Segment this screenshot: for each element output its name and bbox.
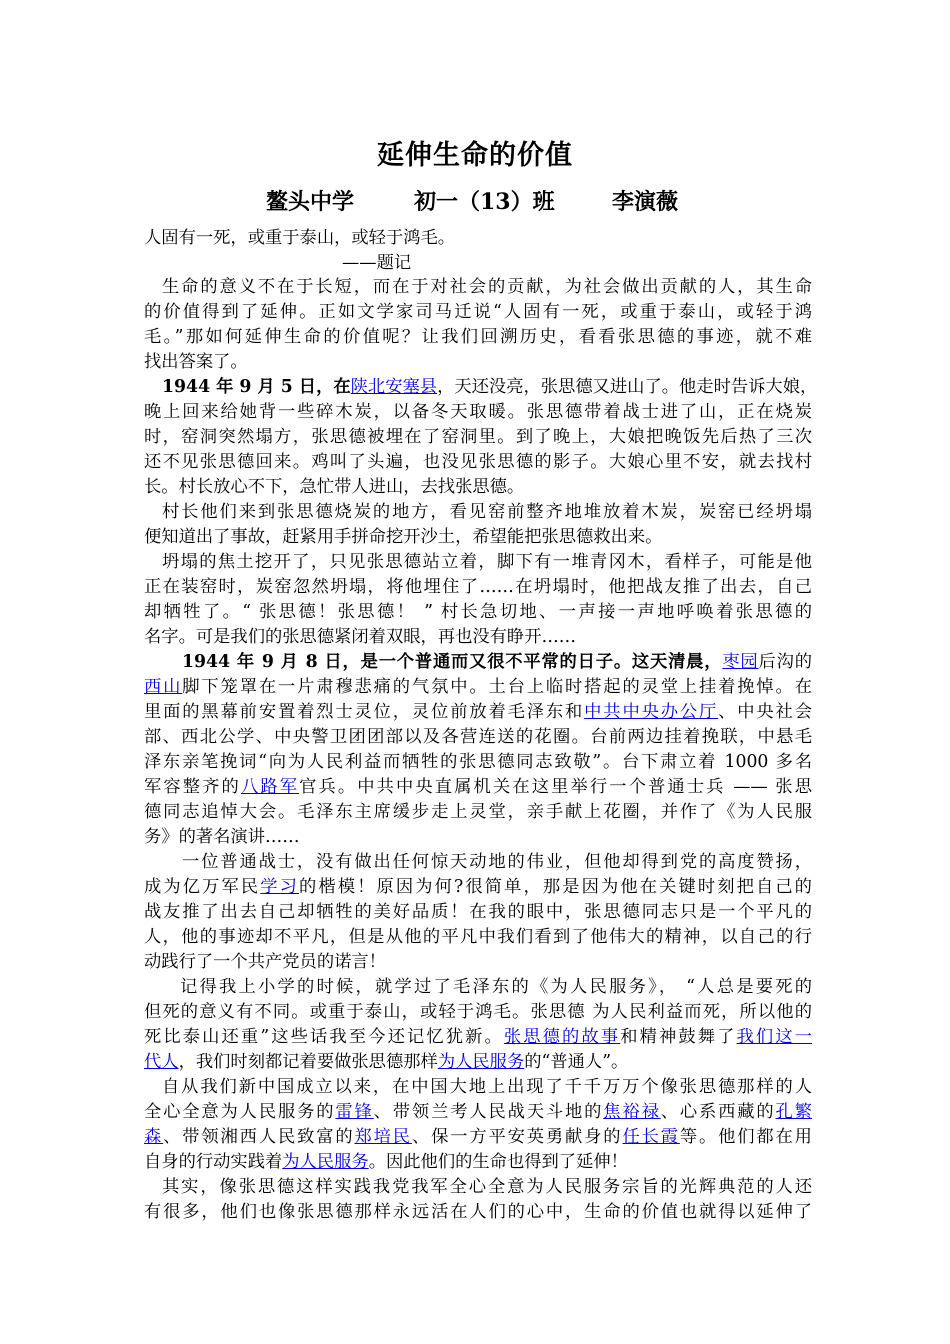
paragraph-4-line: 名字。可是我们的张思德紧闭着双眼，再也没有睁开…… <box>144 627 577 647</box>
paragraph-1-line: 的价值得到了延伸。正如文学家司马迁说“人固有一死，或重于泰山，或轻于鸿 <box>144 302 812 322</box>
date-text: 1944 年 9 月 5 日，在 <box>162 377 351 397</box>
paragraph-5-line: 部、西北公学、中央警卫团团部以及各营连送的花圈。台前两边挂着挽联，中悬毛 <box>144 727 812 747</box>
link-jiao-yulu[interactable]: 焦裕禄 <box>603 1102 661 1122</box>
paragraph-1-line: 生命的意义不在于长短，而在于对社会的贡献，为社会做出贡献的人，其生命 <box>162 277 812 297</box>
paragraph-4-line: 坍塌的焦土挖开了，只见张思德站立着，脚下有一堆青冈木，看样子，可能是他 <box>162 552 812 572</box>
paragraph-2-line: 长。村长放心不下，急忙带人进山，去找张思德。 <box>144 477 525 497</box>
link-eighth-route-army[interactable]: 八路军 <box>240 777 300 797</box>
paragraph-4-line: 正在装窑时，炭窑忽然坍塌，将他埋住了……在坍塌时，他把战友推了出去，自己 <box>144 577 812 597</box>
epigraph-source: ——题记 <box>342 253 412 273</box>
link-zaoyuan[interactable]: 枣园 <box>722 652 759 672</box>
link-kong-fansen[interactable]: 孔繁 <box>775 1102 812 1122</box>
link-central-office[interactable]: 中共中央办公厅 <box>584 702 719 722</box>
paragraph-5-line: 1944 年 9 月 8 日，是一个普通而又很不平常的日子。这天清晨，枣园后沟的 <box>182 652 812 672</box>
paragraph-6-line: 战友推了出去自己却牺牲的美好品质！在我的眼中，张思德同志只是一个平凡的 <box>144 902 812 922</box>
paragraph-8-line: 自身的行动实践着为人民服务。因此他们的生命也得到了延伸！ <box>144 1152 628 1172</box>
paragraph-6-line: 人，他的事迹却不平凡，但是从他的平凡中我们看到了他伟大的精神，以自己的行 <box>144 927 812 947</box>
link-ren-changxia[interactable]: 任长霞 <box>622 1127 680 1147</box>
paragraph-3-line: 便知道出了事故，赶紧用手拼命挖开沙土，希望能把张思德救出来。 <box>144 527 663 547</box>
paragraph-5-line: 里面的黑幕前安置着烈士灵位，灵位前放着毛泽东和中共中央办公厅、中央社会 <box>144 702 812 722</box>
paragraph-8-line: 自从我们新中国成立以来，在中国大地上出现了千千万万个像张思德那样的人 <box>162 1077 812 1097</box>
link-xishan[interactable]: 西山 <box>144 677 183 697</box>
byline-class: 初一（13）班 <box>414 189 555 215</box>
paragraph-7-line: 死比泰山还重”这些话我至今还记忆犹新。张思德的故事和精神鼓舞了我们这一 <box>144 1027 812 1047</box>
document-title: 延伸生命的价值 <box>377 140 573 171</box>
epigraph-quote: 人固有一死，或重于泰山，或轻于鸿毛。 <box>144 228 456 248</box>
paragraph-7-line: 但死的意义有不同。或重于泰山，或轻于鸿毛。张思德 为人民利益而死，所以他的 <box>144 1002 812 1022</box>
paragraph-5-line: 泽东亲笔挽词“向为人民利益而牺牲的张思德同志致敬”。台下肃立着 1000 多名 <box>144 752 812 772</box>
paragraph-5-line: 军容整齐的八路军官兵。中共中央直属机关在这里举行一个普通士兵 —— 张思 <box>144 777 812 797</box>
paragraph-8-line: 全心全意为人民服务的雷锋、带领兰考人民战天斗地的焦裕禄、心系西藏的孔繁 <box>144 1102 812 1122</box>
paragraph-6-line: 成为亿万军民学习的楷模！原因为何?很简单，那是因为他在关键时刻把自己的 <box>144 877 812 897</box>
link-kong-fansen-cont[interactable]: 森 <box>144 1127 164 1147</box>
paragraph-2-line: 还不见张思德回来。鸡叫了头遍，也没见张思德的影子。大娘心里不安，就去找村 <box>144 452 812 472</box>
paragraph-9-line: 有很多，他们也像张思德那样永远活在人们的心中，生命的价值也就得以延伸了 <box>144 1202 812 1222</box>
paragraph-9-line: 其实，像张思德这样实践我党我军全心全意为人民服务宗旨的光辉典范的人还 <box>162 1177 812 1197</box>
link-lei-feng[interactable]: 雷锋 <box>335 1102 374 1122</box>
paragraph-5-line: 务》的著名演讲…… <box>144 827 300 847</box>
paragraph-7-line: 代人，我们时刻都记着要做张思德那样为人民服务的“普通人”。 <box>144 1052 629 1072</box>
paragraph-5-line: 德同志追悼大会。毛泽东主席缓步走上灵堂，亲手献上花圈，并作了《为人民服 <box>144 802 812 822</box>
paragraph-1-line: 毛。”那如何延伸生命的价值呢？让我们回溯历史，看看张思德的事迹，就不难 <box>144 327 812 347</box>
link-zhang-side-story[interactable]: 张思德的故事 <box>503 1027 621 1047</box>
paragraph-7-line: 记得我上小学的时候，就学过了毛泽东的《为人民服务》， “人总是要死的 <box>180 977 812 997</box>
paragraph-2-line: 1944 年 9 月 5 日，在陕北安塞县，天还没亮，张思德又进山了。他走时告诉大娘， <box>162 377 818 397</box>
paragraph-6-line: 动践行了一个共产党员的诺言！ <box>144 952 386 972</box>
link-serve-the-people-2[interactable]: 为人民服务 <box>282 1152 369 1172</box>
paragraph-4-line: 却牺牲了。“ 张思德！张思德！ ” 村长急切地、一声接一声地呼唤着张思德的 <box>144 602 812 622</box>
link-zheng-peimin[interactable]: 郑培民 <box>354 1127 412 1147</box>
byline-school: 鳌头中学 <box>266 189 355 215</box>
link-study[interactable]: 学习 <box>260 877 299 897</box>
paragraph-3-line: 村长他们来到张思德烧炭的地方，看见窑前整齐地堆放着木炭，炭窑已经坍塌 <box>162 502 812 522</box>
paragraph-6-line: 一位普通战士，没有做出任何惊天动地的伟业，但他却得到党的高度赞扬， <box>182 852 812 872</box>
link-shaanbei-ansai[interactable]: 陕北安塞县 <box>350 377 438 397</box>
paragraph-2-line: 时，窑洞突然塌方，张思德被埋在了窑洞里。到了晚上，大娘把晚饭先后热了三次 <box>144 427 812 447</box>
link-our-generation-cont[interactable]: 代人 <box>144 1052 179 1072</box>
link-serve-the-people[interactable]: 为人民服务 <box>437 1052 525 1072</box>
paragraph-5-line: 西山脚下笼罩在一片肃穆悲痛的气氛中。土台上临时搭起的灵堂上挂着挽悼。在 <box>144 677 812 697</box>
paragraph-1-line: 找出答案了。 <box>144 352 248 372</box>
paragraph-2-line: 晚上回来给她背一些碎木炭，以备冬天取暖。张思德带着战士进了山，正在烧炭 <box>144 402 812 422</box>
byline-author: 李演薇 <box>612 189 679 215</box>
link-our-generation[interactable]: 我们这一 <box>736 1027 812 1047</box>
paragraph-8-line: 森、带领湘西人民致富的郑培民、保一方平安英勇献身的任长霞等。他们都在用 <box>144 1127 812 1147</box>
